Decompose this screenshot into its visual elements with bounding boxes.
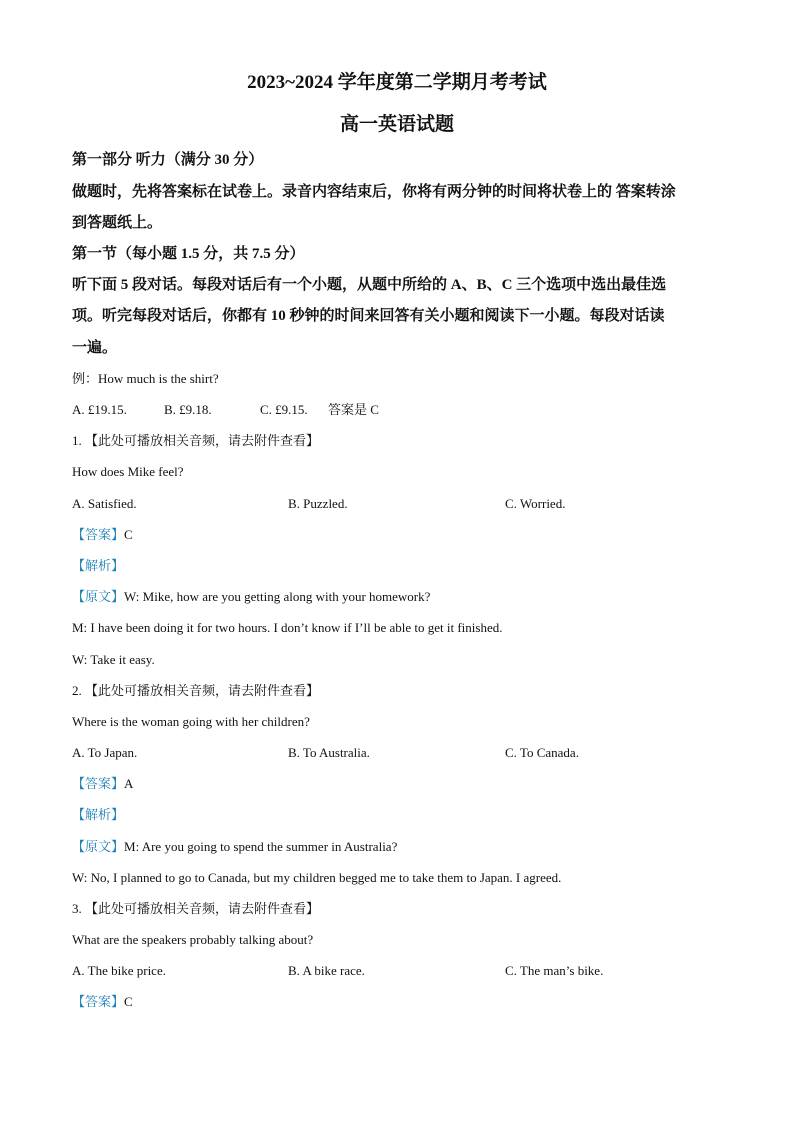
option-b: B. A bike race. <box>288 963 365 978</box>
question-2-answer <box>72 776 133 792</box>
question-1-transcript-3: W: Take it easy. <box>72 652 155 667</box>
original-tag: 【原文】 <box>72 589 125 604</box>
audio-note[interactable]: 【此处可播放相关音频，请去附件查看】 <box>85 901 320 916</box>
question-1-analysis <box>72 558 124 574</box>
section1-heading: 第一节（每小题 1.5 分，共 7.5 分） <box>72 246 305 262</box>
option-c: C. The man’s bike. <box>505 963 604 978</box>
question-1-transcript-1 <box>72 589 430 605</box>
audio-note[interactable]: 【此处可播放相关音频，请去附件查看】 <box>85 433 320 448</box>
part1-instructions-line2: 到答题纸上。 <box>72 215 163 231</box>
question-3-header <box>72 901 319 917</box>
transcript-line: W: Mike, how are you getting along with your homework? <box>124 589 431 604</box>
answer-value: C <box>124 994 133 1009</box>
option-c: C. Worried. <box>505 496 566 511</box>
section1-instructions-line2: 项。听完每段对话后，你都有 10 秒钟的时间来回答有关小题和阅读下一小题。每段对话读 <box>72 308 665 324</box>
example-option-c: C. £9.15. <box>260 402 308 417</box>
part1-heading: 第一部分 听力（满分 30 分） <box>72 152 264 168</box>
example-option-b: B. £9.18. <box>164 402 212 417</box>
question-2-header <box>72 683 319 699</box>
option-a: A. Satisfied. <box>72 496 137 511</box>
analysis-tag: 【解析】 <box>72 807 125 822</box>
question-3-text: What are the speakers probably talking about? <box>72 932 314 947</box>
original-tag: 【原文】 <box>72 839 125 854</box>
part1-instructions-line1: 做题时，先将答案标在试卷上。录音内容结束后，你将有两分钟的时间将状卷上的 答案转涂 <box>72 184 676 200</box>
example-question: 例：How much is the shirt? <box>72 371 219 386</box>
option-b: B. To Australia. <box>288 745 370 760</box>
answer-tag: 【答案】 <box>72 776 125 791</box>
transcript-line: M: Are you going to spend the summer in Australia? <box>124 839 398 854</box>
question-2-analysis <box>72 807 124 823</box>
option-a: A. To Japan. <box>72 745 138 760</box>
question-1-answer <box>72 527 133 543</box>
option-a: A. The bike price. <box>72 963 166 978</box>
example-option-a: A. £19.15. <box>72 402 127 417</box>
exam-title: 2023~2024 学年度第二学期月考考试 <box>247 72 547 93</box>
question-2-options <box>72 745 732 761</box>
example-answer: 答案是 C <box>328 402 379 417</box>
answer-tag: 【答案】 <box>72 994 125 1009</box>
answer-value: C <box>124 527 133 542</box>
question-3-answer <box>72 994 133 1010</box>
audio-note[interactable]: 【此处可播放相关音频，请去附件查看】 <box>85 683 320 698</box>
question-2-transcript-2: W: No, I planned to go to Canada, but my children begged me to take them to Japan. I agreed. <box>72 870 562 885</box>
section1-instructions-line3: 一遍。 <box>72 340 118 356</box>
question-1-options <box>72 496 732 512</box>
question-2-transcript-1 <box>72 839 397 855</box>
question-number: 1. <box>72 433 82 448</box>
question-1-text: How does Mike feel? <box>72 464 184 479</box>
question-2-text: Where is the woman going with her children? <box>72 714 310 729</box>
answer-value: A <box>124 776 134 791</box>
analysis-tag: 【解析】 <box>72 558 125 573</box>
section1-instructions-line1: 听下面 5 段对话。每段对话后有一个小题，从题中所给的 A、B、C 三个选项中选出最佳选 <box>72 277 667 293</box>
question-number: 2. <box>72 683 82 698</box>
question-3-options <box>72 963 732 979</box>
question-1-header <box>72 433 319 449</box>
exam-subtitle: 高一英语试题 <box>339 114 454 135</box>
option-c: C. To Canada. <box>505 745 579 760</box>
question-1-transcript-2: M: I have been doing it for two hours. I don’t know if I’ll be able to get it finished. <box>72 620 503 635</box>
question-number: 3. <box>72 901 82 916</box>
answer-tag: 【答案】 <box>72 527 125 542</box>
example-options <box>72 402 732 418</box>
option-b: B. Puzzled. <box>288 496 348 511</box>
